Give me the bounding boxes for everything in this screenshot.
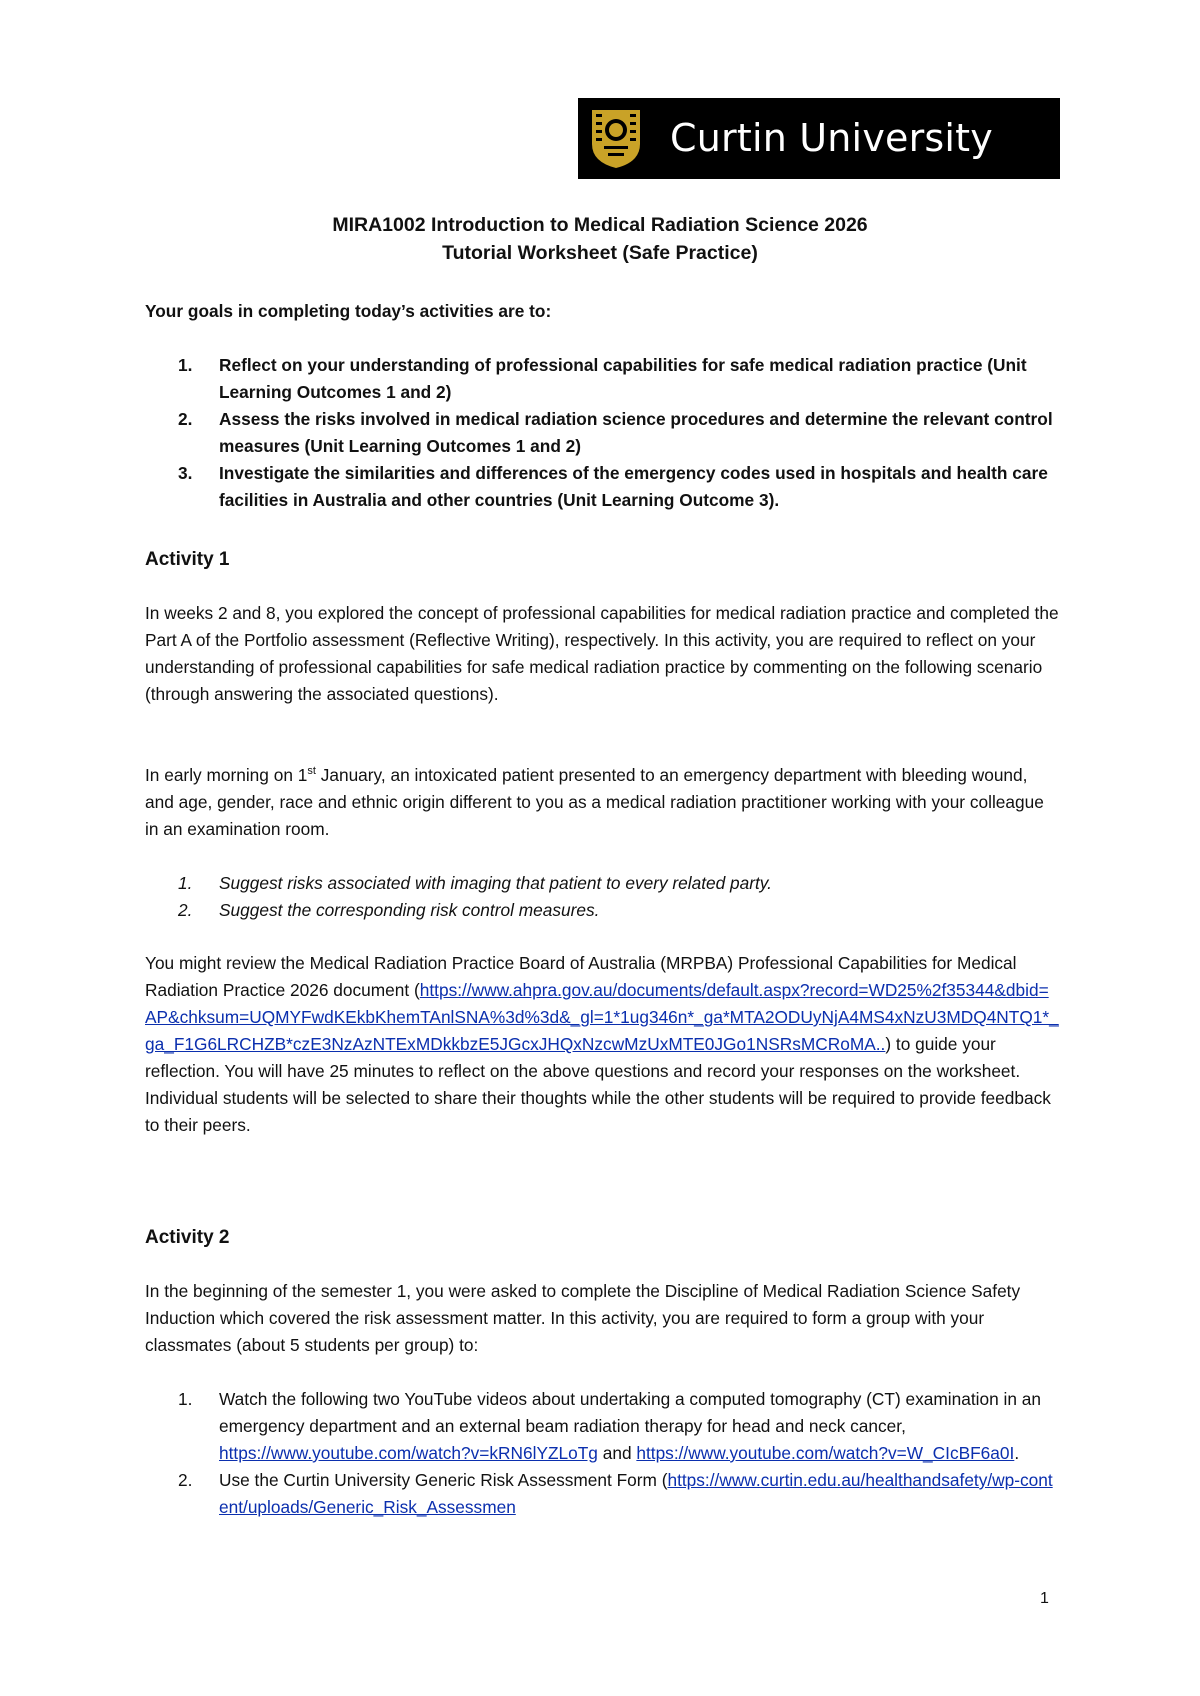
goal-text: Investigate the similarities and differences of the emergency codes used in hospitals and health care facilities in Australia and other countries (Unit Learning Outcome 3). — [219, 463, 1048, 510]
reference-text: You might review the Medical Radiation Practice Board of Australia (MRPBA) Professional Capabilities for Medical Radiation Practice 2026 document ( — [145, 953, 1017, 1000]
question-text: Suggest risks associated with imaging that patient to every related party. — [219, 873, 772, 893]
step-text: and — [597, 1443, 637, 1463]
step-text: Watch the following two YouTube videos about undertaking a computed tomography (CT) examination in an emergency department and an external beam radiation therapy for head and neck cancer, — [219, 1389, 1041, 1436]
curtin-seal-icon — [590, 108, 642, 169]
list-number: 1. — [178, 355, 193, 375]
risk-assessment-form-link[interactable]: https://www.curtin.edu.au/healthandsafety/wp-content/uploads/Generic_Risk_Assessmen — [219, 1470, 1053, 1517]
activity-2-steps — [145, 1386, 1060, 1521]
list-number: 1. — [178, 1389, 193, 1409]
youtube-link-ct[interactable]: https://www.youtube.com/watch?v=kRN6lYZLoTg — [219, 1443, 598, 1463]
logo-wordmark: Curtin University — [670, 116, 993, 160]
activity-1-heading: Activity 1 — [145, 549, 230, 570]
goal-text: Assess the risks involved in medical radiation science procedures and determine the relevant control measures (Unit Learning Outcomes 1 and 2) — [219, 409, 1053, 456]
goals-list — [145, 352, 1060, 514]
document-subtitle: Tutorial Worksheet (Safe Practice) — [442, 242, 758, 264]
goal-item — [145, 406, 1060, 460]
goal-item — [145, 352, 1060, 406]
reference-text: ) to guide your reflection. You will have 25 minutes to reflect on the above questions and record your responses on the worksheet. Individual students will be selected to share their thoughts while the other students will be required to provide feedback to their peers. — [145, 1034, 1051, 1135]
youtube-link-radiotherapy[interactable]: https://www.youtube.com/watch?v=W_CIcBF6a0I — [636, 1443, 1015, 1463]
step-text: Use the Curtin University Generic Risk Assessment Form ( — [219, 1470, 668, 1490]
list-number: 3. — [178, 463, 193, 483]
curtin-university-logo — [578, 98, 1060, 179]
document-title: MIRA1002 Introduction to Medical Radiation Science 2026 — [332, 214, 868, 236]
goals-heading: Your goals in completing today’s activities are to: — [145, 301, 552, 321]
step-text: . — [1014, 1443, 1020, 1463]
activity-1-intro: In weeks 2 and 8, you explored the concept of professional capabilities for medical radiation practice and completed the Part A of the Portfolio assessment (Reflective Writing), respectively. In this activity, you are required to reflect on your understanding of professional capabilities for safe medical radiation practice by commenting on the following scenario (through answering the associated questions). — [145, 603, 1059, 704]
page-number: 1 — [1040, 1590, 1049, 1607]
list-number: 2. — [178, 900, 193, 920]
list-number: 1. — [178, 873, 193, 893]
scenario-text: In early morning on 1 — [145, 765, 308, 785]
activity-1-reference — [145, 950, 1060, 1139]
question-text: Suggest the corresponding risk control measures. — [219, 900, 600, 920]
goal-item — [145, 460, 1060, 514]
question-item — [145, 897, 1060, 924]
activity-2-heading: Activity 2 — [145, 1227, 230, 1248]
step-item — [145, 1386, 1060, 1467]
step-item — [145, 1467, 1060, 1521]
question-item — [145, 870, 1060, 897]
activity-1-scenario — [145, 762, 1060, 843]
list-number: 2. — [178, 409, 193, 429]
mrpba-document-link[interactable]: https://www.ahpra.gov.au/documents/default.aspx?record=WD25%2f35344&dbid=AP&chksum=UQMYFwdKEkbKhemTAnlSNA%3d%3d&_gl=1*1ug346n*_ga*MTA2ODUyNjA4MS4xNzU3MDQ4NTQ1*_ga_F1G6LRCHZB*czE3NzAzNTExMDkkbzE5JGcxJHQxNzcwMzUxMTE0JGo1NSRsMCRoMA.. — [145, 980, 1059, 1054]
goal-text: Reflect on your understanding of professional capabilities for safe medical radiation practice (Unit Learning Outcomes 1 and 2) — [219, 355, 1027, 402]
list-number: 2. — [178, 1470, 193, 1490]
ordinal-superscript: st — [307, 765, 316, 778]
activity-1-questions — [145, 870, 1060, 924]
activity-2-intro: In the beginning of the semester 1, you were asked to complete the Discipline of Medical Radiation Science Safety Induction which covered the risk assessment matter. In this activity, you are required to form a group with your classmates (about 5 students per group) to: — [145, 1281, 1021, 1355]
scenario-text: January, an intoxicated patient presented to an emergency department with bleeding wound, and age, gender, race and ethnic origin different to you as a medical radiation practitioner working with your colleague in an examination room. — [145, 765, 1044, 839]
